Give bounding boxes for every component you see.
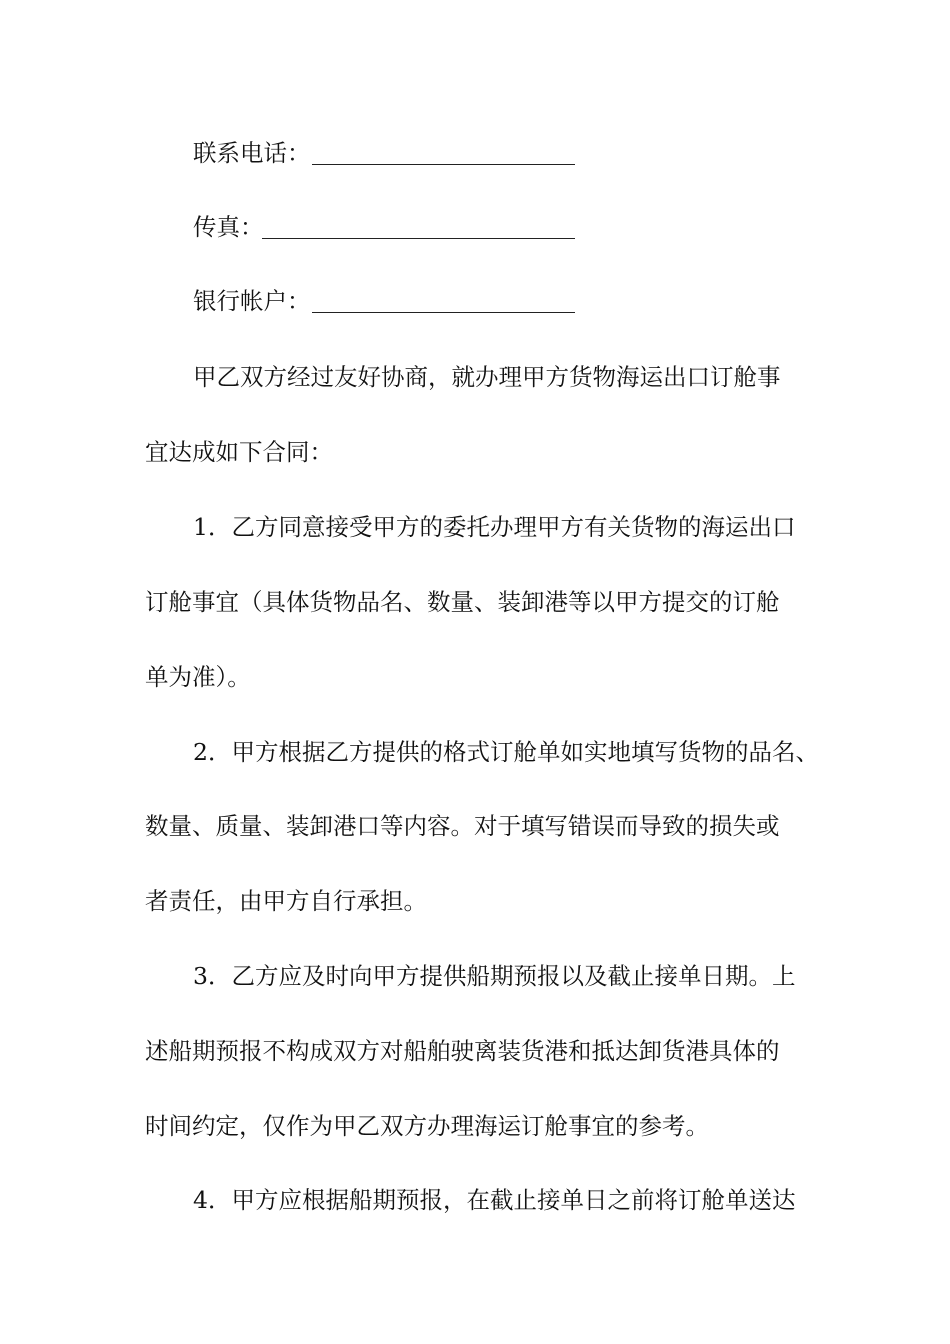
- text-line: 4．甲方应根据船期预报，在截止接单日之前将订舱单送达: [193, 1186, 796, 1214]
- clause-2-line-3: [0, 881, 950, 921]
- text-line: 甲乙双方经过友好协商，就办理甲方货物海运出口订舱事: [193, 363, 781, 391]
- text-line: 述船期预报不构成双方对船舶驶离装货港和抵达卸货港具体的: [145, 1037, 780, 1065]
- bank-account-blank-line: [312, 312, 575, 313]
- text-line: 时间约定，仅作为甲乙双方办理海运订舱事宜的参考。: [145, 1112, 709, 1140]
- phone-blank-line: [312, 164, 575, 165]
- phone-label: 联系电话：: [193, 139, 311, 167]
- text-line: 订舱事宜（具体货物品名、数量、装卸港等以甲方提交的订舱: [145, 588, 780, 616]
- clause-2-line-2: [0, 806, 950, 846]
- clause-1-line-2: [0, 582, 950, 622]
- fax-field-row: [0, 207, 950, 247]
- text-line: 1．乙方同意接受甲方的委托办理甲方有关货物的海运出口: [193, 513, 796, 541]
- fax-label: 传真：: [193, 213, 264, 241]
- clause-3-line-2: [0, 1031, 950, 1071]
- clause-3-line-3: [0, 1106, 950, 1146]
- text-line: 单为准）。: [145, 663, 251, 691]
- bank-account-field-row: [0, 281, 950, 321]
- intro-line-1: [0, 357, 950, 397]
- fax-blank-line: [262, 238, 575, 239]
- text-line: 3．乙方应及时向甲方提供船期预报以及截止接单日期。上: [193, 962, 796, 990]
- text-line: 2．甲方根据乙方提供的格式订舱单如实地填写货物的品名、: [193, 738, 819, 766]
- text-line: 者责任，由甲方自行承担。: [145, 887, 427, 915]
- clause-4-line-1: [0, 1180, 950, 1220]
- clause-3-line-1: [0, 956, 950, 996]
- text-line: 宜达成如下合同：: [145, 438, 333, 466]
- clause-2-line-1: [0, 732, 950, 772]
- intro-line-2: [0, 432, 950, 472]
- clause-1-line-1: [0, 507, 950, 547]
- clause-1-line-3: [0, 657, 950, 697]
- bank-account-label: 银行帐户：: [193, 287, 311, 315]
- phone-field-row: [0, 133, 950, 173]
- text-line: 数量、质量、装卸港口等内容。对于填写错误而导致的损失或: [145, 812, 780, 840]
